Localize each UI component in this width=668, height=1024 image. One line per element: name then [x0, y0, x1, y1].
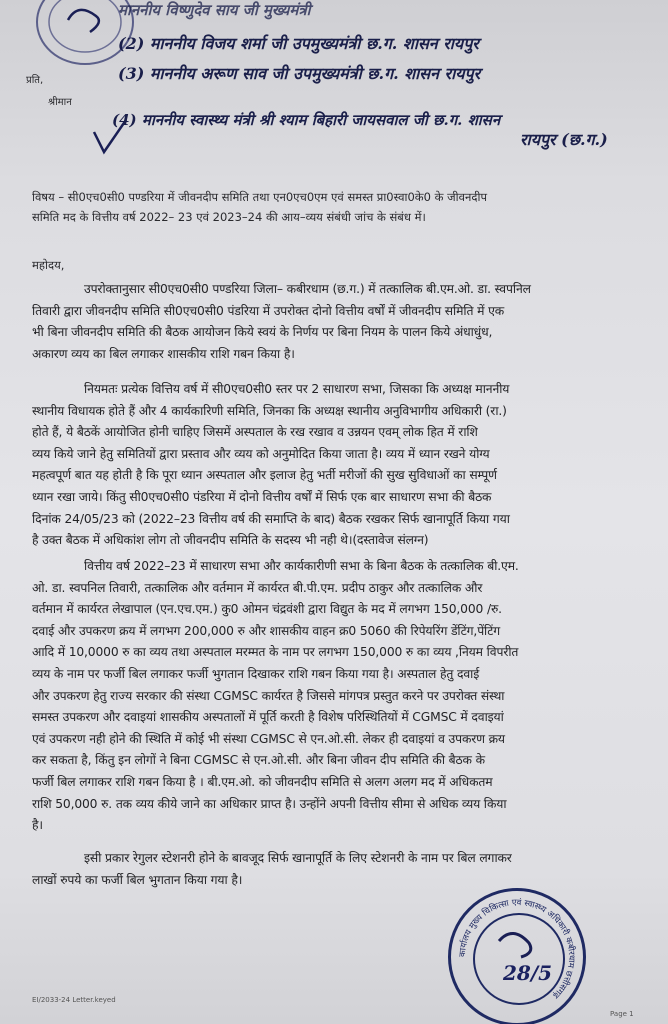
paragraph-1 — [32, 279, 647, 365]
paragraph-line: व्यय के नाम पर फर्जी बिल लगाकर फर्जी भुगतान दिखाकर राशि गबन किया गया है। अस्पताल हेतु दवाई — [32, 666, 480, 681]
paragraph-line: ध्यान रखा जाये। किंतु सी0एच0सी0 पंडरिया में दोनो वित्तीय वर्षों में सिर्फ एक बार साधारण सभा की बैठक — [32, 489, 492, 504]
paragraph-line: महत्वपूर्ण बात यह होती है कि पूरा ध्यान अस्पताल और इलाज हेतु भर्ती मरीजों की सुख सुविधाओं का सम्पूर्ण — [32, 468, 497, 483]
footer-page: Page 1 — [610, 1010, 634, 1018]
subject-line-2: समिति मद के वित्तीय वर्ष 2022– 23 एवं 2023–24 की आय–व्यय संबंधी जांच के संबंध में। — [32, 210, 426, 224]
paragraph-line: ओ. डा. स्वपनिल तिवारी, तत्कालिक और वर्तमान में कार्यरत बी.पी.एम. प्रदीप ठाकुर और तत्कालिक और — [32, 580, 483, 595]
subject-line-1: विषय – सी0एच0सी0 पण्डरिया में जीवनदीप समिति तथा एन0एच0एम एवं समस्त प्रा0स्वा0के0 के जीवनदीप — [32, 190, 487, 204]
paragraph-line: वित्तीय वर्ष 2022–23 में साधारण सभा और कार्यकारीणी सभा के बिना बैठक के तत्कालिक बी.एम. — [84, 559, 519, 573]
handwritten-line-0: माननीय विष्णुदेव साय जी मुख्यमंत्री — [118, 1, 311, 19]
paragraph-line: अकारण व्यय का बिल लगाकर शासकीय राशि गबन किया है। — [32, 346, 295, 361]
paragraph-line: दिनांक 24/05/23 को (2022–23 वित्तीय वर्ष की समाप्ति के बाद) बैठक रखकर सिर्फ खानापूर्ति किया गया — [32, 511, 510, 526]
paragraph-line: फर्जी बिल लगाकर राशि गबन किया है । बी.एम.ओ. को जीवनदीप समिति से अलग अलग मद में अधिकतम — [32, 774, 493, 789]
paragraph-line: है उक्त बैठक में अधिकांश लोग तो जीवनदीप समिति के सदस्य भी नही थे।(दस्तावेज संलग्न) — [32, 533, 429, 548]
paragraph-2 — [32, 379, 647, 552]
paragraph-line: उपरोक्तानुसार सी0एच0सी0 पण्डरिया जिला– कबीरधाम (छ.ग.) में तत्कालिक बी.एम.ओ. डा. स्वपनिल — [84, 282, 531, 296]
paragraph-line: राशि 50,000 रु. तक व्यय कीये जाने का अधिकार प्राप्त है। उन्होंने अपनी वित्तीय सीमा से अधिक व्यय किया — [32, 796, 507, 811]
seal-number: 28/5 — [503, 961, 553, 985]
shriman-label: श्रीमान — [48, 97, 72, 108]
paragraph-line: नियमतः प्रत्येक वित्तिय वर्ष में सी0एच0सी0 स्तर पर 2 साधारण सभा, जिसका कि अध्यक्ष माननीय — [84, 382, 510, 396]
handwritten-line-2: (3) माननीय अरूण साव जी उपमुख्यमंत्री छ.ग. शासन रायपुर — [118, 64, 481, 83]
handwritten-line-3: (4) माननीय स्वास्थ्य मंत्री श्री श्याम बिहारी जायसवाल जी छ.ग. शासन — [112, 111, 501, 129]
paragraph-4 — [32, 848, 647, 891]
paragraph-line: दवाई और उपकरण क्रय में लगभग 200,000 रु और शासकीय वाहन क्र0 5060 की रिपेयरिंग डेंटिंग,पेंटिंग — [32, 623, 501, 638]
footer-file-ref: EI/2033-24 Letter.keyed — [32, 996, 116, 1004]
paragraph-line: भी बिना जीवनदीप समिति की बैठक आयोजन किये स्वयं के निर्णय पर बिना नियम के पालन किये अंधाधुंध, — [32, 325, 493, 340]
prati-label: प्रति, — [26, 75, 44, 86]
paragraph-line: लाखों रुपये का फर्जी बिल भुगतान किया गया है। — [32, 872, 243, 887]
paragraph-line: एवं उपकरण नही होने की स्थिति में कोई भी संस्था CGMSC से एन.ओ.सी. लेकर ही दवाइयां व उपकरण क्रय — [32, 731, 505, 746]
paragraph-3 — [32, 556, 647, 837]
seal-inner-ring — [473, 913, 565, 1005]
paragraph-line: वर्तमान में कार्यरत लेखापाल (एन.एच.एम.) कु0 ओमन चंद्रवंशी द्वारा विद्युत के मद में लगभग 150,000 /रु. — [32, 602, 502, 617]
paragraph-line: तिवारी द्वारा जीवनदीप समिति सी0एच0सी0 पंडरिया में उपरोक्त दोनो वित्तीय वर्षों में जीवनदीप समिति में एक — [32, 303, 505, 318]
office-seal — [448, 888, 586, 1024]
handwritten-line-4: रायपुर (छ.ग.) — [520, 130, 608, 149]
paragraph-line: इसी प्रकार रेगुलर स्टेशनरी होने के बावजूद सिर्फ खानापूर्ति के लिए स्टेशनरी के नाम पर बिल लगाकर — [84, 851, 512, 865]
handwritten-line-1: (2) माननीय विजय शर्मा जी उपमुख्यमंत्री छ.ग. शासन रायपुर — [118, 34, 479, 53]
paragraph-line: व्यय किये जाने हेतु समितियों द्वारा प्रस्ताव और व्यय को अनुमोदित किया जाता है। व्यय में ध्यान रखने योग्य — [32, 446, 490, 461]
paragraph-line: आदि में 10,0000 रु का व्यय तथा अस्पताल मरम्मत के नाम पर लगभग 150,000 रु का व्यय ,नियम विपरीत — [32, 645, 519, 660]
paragraph-line: स्थानीय विधायक होते हैं और 4 कार्यकारिणी समिति, जिनका कि अध्यक्ष स्थानीय अनुविभागीय अधिकारी (रा.) — [32, 403, 507, 418]
paragraph-line: समस्त उपकरण और दवाइयां शासकीय अस्पतालों में पूर्ति करती है विशेष परिस्थितियों में CGMSC में दवाइयां — [32, 710, 504, 725]
paragraph-line: कर सकता है, किंतु इन लोगों ने बिना CGMSC से एन.ओ.सी. और बिना जीवन दीप समिति की बैठक के — [32, 753, 485, 768]
salutation: महोदय, — [32, 258, 65, 272]
seal-ring-text: कार्यालय मुख्य चिकित्सा एवं स्वास्थ्य अधिकारी कबीरधाम छत्तीसगढ़ — [457, 897, 577, 1000]
paragraph-line: है। — [32, 818, 43, 833]
paragraph-line: होते हैं, ये बैठकें आयोजित होनी चाहिए जिसमें अस्पताल के रख रखाव व उन्नयन एवम् लोक हित में राशि — [32, 425, 478, 440]
paragraph-line: और उपकरण हेतु राज्य सरकार की संस्था CGMSC कार्यरत है जिससे मांगपत्र प्रस्तुत करने पर उपरोक्त संस्था — [32, 688, 505, 703]
